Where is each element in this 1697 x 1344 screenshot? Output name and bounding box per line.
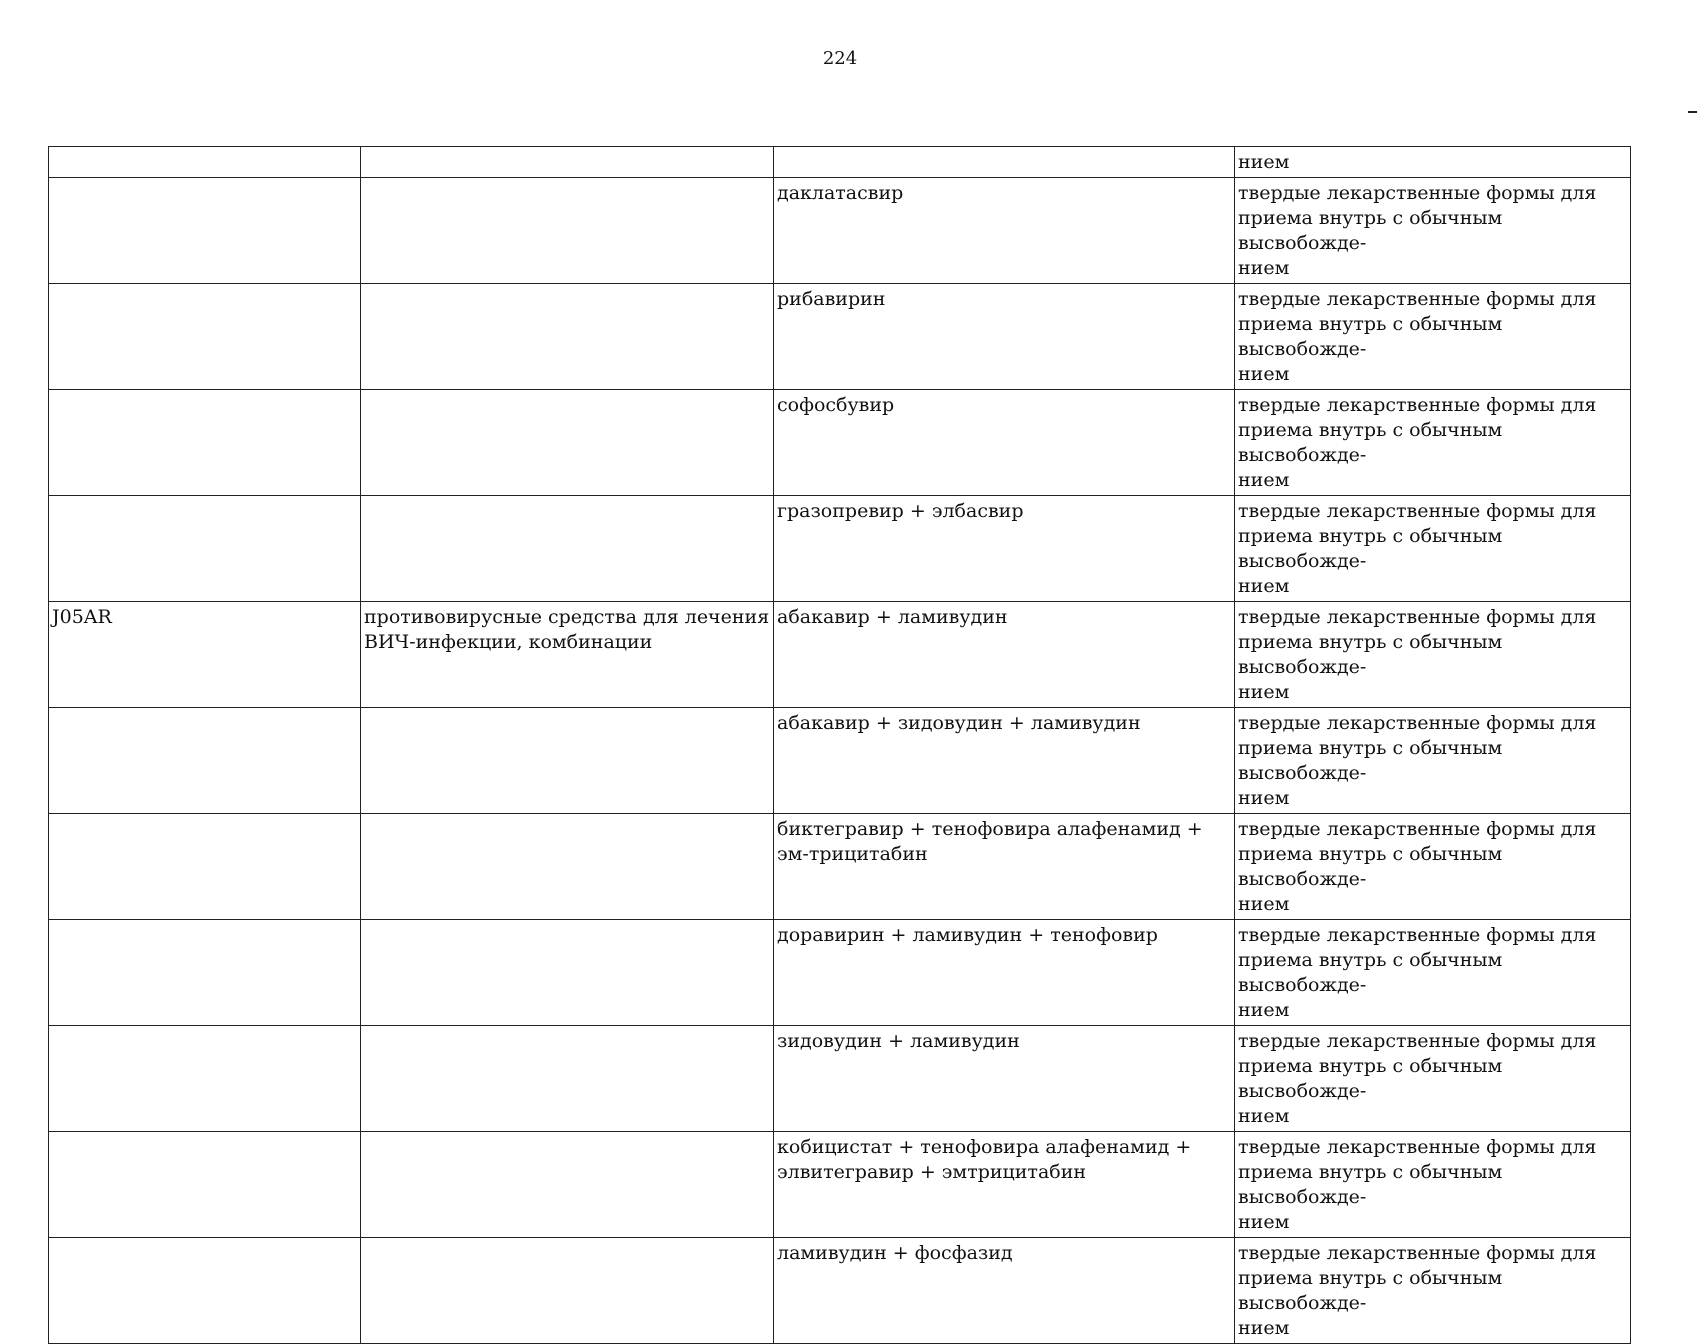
drug-cell: зидовудин + ламивудин: [774, 1026, 1235, 1132]
dosage-form-cell: [1235, 147, 1631, 178]
group-cell: [361, 178, 774, 284]
atc-code-cell: [49, 390, 361, 496]
group-cell: [361, 920, 774, 1026]
atc-code-cell: [49, 1238, 361, 1344]
dosage-form-line: твердые лекарственные формы для: [1238, 394, 1597, 416]
table-row: [49, 496, 1631, 602]
dosage-form-line: приема внутрь с обычным высвобожде-: [1238, 419, 1503, 466]
dosage-form-line: нием: [1238, 1317, 1290, 1339]
atc-code-cell: [49, 1132, 361, 1238]
dosage-form-line: нием: [1238, 363, 1290, 385]
dosage-form-cell: [1235, 390, 1631, 496]
drug-cell: абакавир + ламивудин: [774, 602, 1235, 708]
table-row: [49, 920, 1631, 1026]
group-cell: [361, 1026, 774, 1132]
table-row: [49, 1238, 1631, 1344]
dosage-form-line: приема внутрь с обычным высвобожде-: [1238, 843, 1503, 890]
dosage-form-line: нием: [1238, 681, 1290, 703]
group-cell: [361, 390, 774, 496]
drug-cell: биктегравир + тенофовира алафенамид + эм-трицитабин: [774, 814, 1235, 920]
dosage-form-line: твердые лекарственные формы для: [1238, 818, 1597, 840]
table-row: [49, 814, 1631, 920]
atc-code-cell: [49, 1026, 361, 1132]
edge-mark: [1688, 111, 1697, 113]
drug-cell: софосбувир: [774, 390, 1235, 496]
table-row: [49, 390, 1631, 496]
dosage-form-line: нием: [1238, 575, 1290, 597]
dosage-form-cell: [1235, 1238, 1631, 1344]
atc-code-cell: [49, 496, 361, 602]
drug-cell: даклатасвир: [774, 178, 1235, 284]
drug-table: [48, 146, 1631, 1344]
dosage-form-line: приема внутрь с обычным высвобожде-: [1238, 949, 1503, 996]
atc-code-cell: [49, 920, 361, 1026]
atc-code-cell: [49, 708, 361, 814]
table-row: [49, 1132, 1631, 1238]
page-number: 224: [822, 48, 858, 69]
dosage-form-cell: [1235, 1132, 1631, 1238]
dosage-form-line: твердые лекарственные формы для: [1238, 500, 1597, 522]
group-cell: противовирусные средства для лечения ВИЧ-инфекции, комбинации: [361, 602, 774, 708]
dosage-form-line: нием: [1238, 1105, 1290, 1127]
dosage-form-line: твердые лекарственные формы для: [1238, 606, 1597, 628]
dosage-form-line: приема внутрь с обычным высвобожде-: [1238, 1161, 1503, 1208]
dosage-form-cell: [1235, 708, 1631, 814]
table-row: [49, 1026, 1631, 1132]
table-row: [49, 284, 1631, 390]
drug-cell: кобицистат + тенофовира алафенамид + элвитегравир + эмтрицитабин: [774, 1132, 1235, 1238]
dosage-form-line: твердые лекарственные формы для: [1238, 1136, 1597, 1158]
dosage-form-line: твердые лекарственные формы для: [1238, 924, 1597, 946]
dosage-form-line: твердые лекарственные формы для: [1238, 712, 1597, 734]
drug-cell: рибавирин: [774, 284, 1235, 390]
dosage-form-line: нием: [1238, 999, 1290, 1021]
dosage-form-line: приема внутрь с обычным высвобожде-: [1238, 737, 1503, 784]
atc-code-cell: [49, 284, 361, 390]
atc-code-cell: [49, 147, 361, 178]
group-cell: [361, 1238, 774, 1344]
dosage-form-cell: [1235, 602, 1631, 708]
dosage-form-cell: [1235, 1026, 1631, 1132]
drug-cell: гразопревир + элбасвир: [774, 496, 1235, 602]
table-row: [49, 708, 1631, 814]
dosage-form-line: нием: [1238, 151, 1290, 173]
dosage-form-line: твердые лекарственные формы для: [1238, 1242, 1597, 1264]
group-cell: [361, 814, 774, 920]
dosage-form-line: нием: [1238, 469, 1290, 491]
dosage-form-line: твердые лекарственные формы для: [1238, 288, 1597, 310]
drug-cell: ламивудин + фосфазид: [774, 1238, 1235, 1344]
dosage-form-line: приема внутрь с обычным высвобожде-: [1238, 207, 1503, 254]
table-row: [49, 178, 1631, 284]
table-row-continuation: [49, 147, 1631, 178]
dosage-form-cell: [1235, 814, 1631, 920]
dosage-form-line: приема внутрь с обычным высвобожде-: [1238, 313, 1503, 360]
dosage-form-line: нием: [1238, 787, 1290, 809]
dosage-form-cell: [1235, 920, 1631, 1026]
dosage-form-line: нием: [1238, 257, 1290, 279]
group-cell: [361, 284, 774, 390]
dosage-form-line: нием: [1238, 1211, 1290, 1233]
dosage-form-line: нием: [1238, 893, 1290, 915]
dosage-form-line: приема внутрь с обычным высвобожде-: [1238, 631, 1503, 678]
dosage-form-line: приема внутрь с обычным высвобожде-: [1238, 525, 1503, 572]
dosage-form-cell: [1235, 284, 1631, 390]
atc-code-cell: [49, 178, 361, 284]
table-row: [49, 602, 1631, 708]
atc-code-cell: [49, 814, 361, 920]
drug-cell: доравирин + ламивудин + тенофовир: [774, 920, 1235, 1026]
drug-cell: абакавир + зидовудин + ламивудин: [774, 708, 1235, 814]
dosage-form-cell: [1235, 496, 1631, 602]
group-cell: [361, 147, 774, 178]
dosage-form-line: приема внутрь с обычным высвобожде-: [1238, 1267, 1503, 1314]
dosage-form-line: твердые лекарственные формы для: [1238, 182, 1597, 204]
dosage-form-line: твердые лекарственные формы для: [1238, 1030, 1597, 1052]
dosage-form-cell: [1235, 178, 1631, 284]
group-cell: [361, 1132, 774, 1238]
drug-cell: [774, 147, 1235, 178]
group-cell: [361, 708, 774, 814]
dosage-form-line: приема внутрь с обычным высвобожде-: [1238, 1055, 1503, 1102]
group-cell: [361, 496, 774, 602]
atc-code-cell: J05AR: [49, 602, 361, 708]
